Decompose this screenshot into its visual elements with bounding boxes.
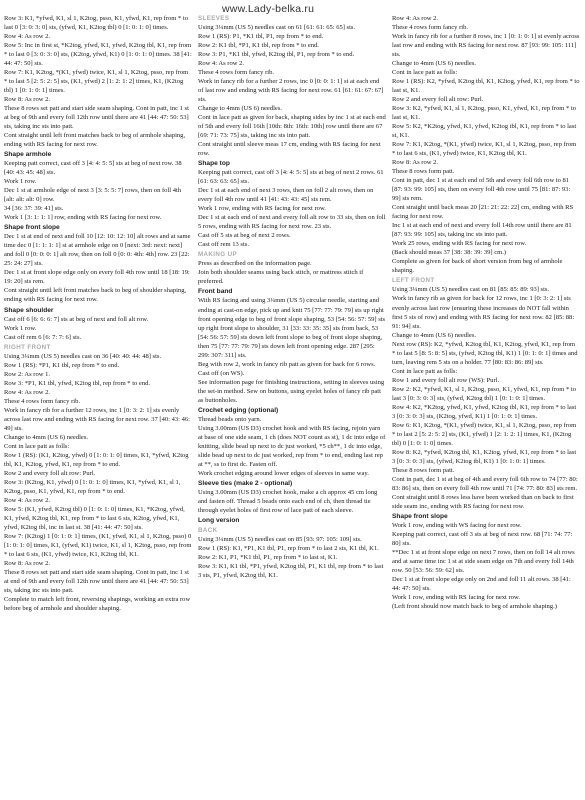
section-text: Work 1 row, ending with WS facing for next row. Keeping patt correct, cast off 3 sts at beg of next row. 68 [71: 74: 77: 80] sts. **Dec 1 st at front slope edge on next 7 rows, then on foll 14 alt rows and at same time inc 1 st at side seam edge on 7th and every foll 14th row. 50 [53: 56: 59: 62] sts. Dec 1 st at front slope edge only on 2nd and foll 11 alt rows. 38 [41: 44: 47: 50] sts. Work 1 row, ending with RS facing for next row. (Left front should now match back to beg of armhole shaping.) (392, 521, 575, 611)
section-heading: Shape armhole (4, 151, 52, 159)
section-text: Using 3¼mm (US 5) needles cast on 85 [93: 97: 105: 109] sts. Row 1 (RS): K1, *P1, K1 tbl, P1, rep from * to last 2 sts, K1 tbl, K1. Row 2: K1, P1, *K1 tbl, P1, rep from * to last st, K1. Row 3: K1, K1 tbl, *P1, yfwd, K2tog tbl, P1, K1 tbl, rep from * to last 3 sts, P1, yfwd, K2tog tbl, K1. (198, 535, 384, 579)
section-heading: Front band (198, 288, 233, 296)
column-1 (4, 14, 192, 613)
section-text: Using 3.00mm (US D3) crochet hook, make a ch approx 45 cm long and fasten off. Thread 5 beads onto each end of ch, then thread tie through eyelet holes of first row of lace patt of each sleeve. (198, 488, 378, 514)
section-heading: Shape front slope (392, 512, 448, 520)
section-heading: Long version (198, 516, 240, 524)
column-2 (198, 14, 386, 580)
section-text: Keeping patt correct, cast off 3 [4: 4: 5: 5] sts at beg of next 2 rows. 61 [61: 63: 63: 65] sts. Dec 1 st at each end of next 3 rows, then on foll 2 alt rows, then on every foll 4th row until 41 [41: 43: 43: 45] sts rem. Work 1 row, ending with RS facing for next row. Dec 1 st at each end of next and every foll alt row to 33 sts, then on foll 5 rows, ending with RS facing for next row. 23 sts. Cast off 5 sts at beg of next 2 rows. Cast off rem 13 sts. (198, 169, 386, 249)
pattern-section (198, 516, 386, 525)
section-heading: Shape top (198, 160, 230, 168)
section-heading: MAKING UP (198, 251, 238, 259)
pattern-section (392, 14, 580, 275)
pattern-section (198, 479, 386, 515)
pattern-section (392, 512, 580, 611)
section-text: With RS facing and using 3¼mm (US 5) circular needle, starting and ending at cast-on edge, pick up and knit 75 [77: 77: 79: 79] sts up right front opening edge to beg of front slope shaping, 53 [54: 56: 57: 59] sts up right front slope to shoulder, 31 [33: 33: 35: 35] sts from back, 53 [54: 56: 57: 59] sts down left front slope to beg of front slope shaping, then 75 [77: 77: 79: 79] sts down left front opening edge. 287 [295: 299: 307: 311] sts. Beg with row 2, work in fancy rib patt as given for back for 6 rows. Cast off (on WS). See information page for finishing instructions, setting in sleeves using the set-in method. Sew on buttons, using eyelet holes of fancy rib patt as buttonholes. (198, 297, 386, 404)
pattern-section (4, 150, 192, 222)
pattern-section (198, 406, 386, 478)
pattern-section (4, 14, 192, 149)
watermark: www.Lady-belka.ru (222, 3, 315, 15)
section-text: Row 3: K1, *yfwd, K1, sl 1, K2tog, psso, K1, yfwd, K1, rep from * to last 0 [3: 0: 3: 0] sts, (yfwd, K1, K2tog tbl) 0 [1: 0: 1: 0] times. Row 4: As row 2. Row 5: Inc in first st, *K2tog, yfwd, K1, yfwd, K2tog tbl, K1, rep from * to last 0 [3: 0: 3: 0] sts, (K2tog, yfwd, K1) 0 [1: 0: 1: 0] times. 38 [41: 44: 47: 50] sts. Row 7: K1, K2tog, *(K1, yfwd) twice, K1, sl 1, K2tog, psso, rep from * to last 5 [2: 5: 2: 5] sts, (K1, yfwd) 2 [1: 2: 1: 2] times, K1, (K2tog tbl) 1 [0: 1: 0: 1] times. Row 8: As row 2. These 8 rows set patt and start side seam shaping. Cont in patt, inc 1 st at beg of 9th and every foll 12th row until there are 41 [44: 47: 50: 53] sts, taking inc sts into patt. Cont straight until left front matches back to beg of armhole shaping, ending with RS facing for next row. (4, 15, 192, 149)
section-heading: Sleeve ties (make 2 - optional) (198, 479, 293, 487)
section-heading: BACK (198, 526, 218, 534)
section-text: Using 3¼mm (US 5) needles cast on 81 [85: 85: 89: 93] sts. Work in fancy rib as given for back for 12 rows, inc 1 [0: 3: 2: 1] sts evenly across last row (ensuring these increases do NOT fall within first 5 sts of row) and ending with RS facing for next row. 82 [85: 88: 91: 94] sts. Change to 4mm (US 6) needles. Next row (RS): K2, *yfwd, K2tog tbl, K1, K2tog, yfwd, K1, rep from * to last 5 [8: 5: 8: 5] sts, (yfwd, K2tog tbl, K1) 1 [0: 1: 0: 1] times and turn, leaving rem 5 sts on a holder. 77 [80: 83: 86: 89] sts. Cont in lace patt as folls: Row 1 and every foll alt row (WS): Purl. Row 2: K2, *yfwd, K1, sl 1, K2tog, psso, K1, yfwd, K1, rep from * to last 3 [0: 3: 0: 3] sts, (yfwd, K2tog tbl) 1 [0: 1: 0: 1] times. Row 4: K2, *K2tog, yfwd, K1, yfwd, K2tog tbl, K1, rep from * to last 3 [0: 3: 0: 3] sts, (K2tog, yfwd, K1) 1 [0: 1: 0: 1] times. Row 6: K1, K2tog, *(K1, yfwd) twice, K1, sl 1, K2tog, psso, rep from * to last 2 [5: 2: 5: 2] sts, (K1, yfwd) 1 [2: 1: 2: 1] times, K1, (K2tog tbl) 0 [1: 0: 1: 0] times. Row 8: K2, *yfwd, K2tog tbl, K1, K2tog, yfwd, K1, rep from * to last 3 [0: 3: 0: 3] sts, (yfwd, K2tog tbl, K1) 1 [0: 1: 0: 1] times. These 8 rows form patt. Cont in patt, dec 1 st at beg of 4th and every foll 6th row to 74 [77: 80: 83: 86] sts, then on every foll 4th row until 71 [74: 77: 80: 83] sts rem. Cont straight until 8 rows less have been worked than on back to first side seam inc, ending with RS facing for next row. (392, 286, 578, 510)
section-text: Using 3¼mm (US 5) needles cast on 36 [40: 40: 44: 48] sts. Row 1 (RS): *P1, K1 tbl, rep from * to end. Row 2: As row 1. Row 3: *P1, K1 tbl, yfwd, K2tog tbl, rep from * to end. Row 4: As row 2. These 4 rows form fancy rib. Work in fancy rib for a further 12 rows, inc 1 [0: 3: 2: 1] sts evenly across last row and ending with RS facing for next row. 37 [40: 43: 46: 49] sts. Change to 4mm (US 6) needles. Cont in lace patt as folls: Row 1 (RS): (K1, K2tog, yfwd) 0 [1: 0: 1: 0] times, K1, *yfwd, K2tog tbl, K1, K2tog, yfwd, K1, rep from * to end. Row 2 and every foll alt row: Purl. Row 3: (K2tog, K1, yfwd) 0 [1: 0: 1: 0] times, K1, *yfwd, K1, sl 1, K2tog, psso, K1, yfwd, K1, rep from * to end. Row 4: As row 2. Row 5: (K1, yfwd, K2tog tbl) 0 [1: 0: 1: 0] times, K1, *K2tog, yfwd, K1, yfwd, K2tog tbl, K1, rep from * to last 6 sts, K2tog, yfwd, K1, yfwd, K2tog tbl, inc in last st. 38 [41: 44: 47: 50] sts. Row 7: (K2tog) 1 [0: 1: 0: 1] times, (K1, yfwd, K1, sl 1, K2tog, psso) 0 [1: 0: 1: 0] times, K1, (yfwd, K1) twice, K1, sl 1, K2tog, psso, rep from * to last 6 sts, (K1, yfwd) twice, K1, K2tog tbl, K1. Row 8: As row 2. These 8 rows set patt and start side seam shaping. Cont in patt, inc 1 st at end of 9th and every foll 12th row until there are 41 [44: 47: 50: 53] sts, taking inc sts into patt. Complete to match left front, reversing shapings, working an extra row before beg of armhole and shoulder shaping. (4, 352, 192, 613)
section-heading: RIGHT FRONT (4, 343, 51, 351)
section-heading: LEFT FRONT (392, 277, 435, 285)
section-text: Cast off 6 [6: 6: 6: 7] sts at beg of next and foll alt row. Work 1 row. Cast off rem 6 [6: 7: 7: 6] sts. (4, 315, 149, 341)
column-3 (392, 14, 580, 611)
pattern-section (392, 276, 580, 510)
section-text: Thread beads onto yarn. Using 3.00mm (US D3) crochet hook and with RS facing, rejoin yarn at base of one side seam, 1 ch (does NOT count as st), 1 dc into edge of knitting, slide bead up next to dc just worked, *5 ch**, 1 dc into edge, slide bead up next to dc just worked, rep from * to end, ending last rep at **, ss to first dc. Fasten off. Work crochet edging around lower edges of sleeves in same way. (198, 415, 386, 477)
pattern-section (4, 223, 192, 304)
section-heading: Crochet edging (optional) (198, 406, 279, 414)
section-text: Keeping patt correct, cast off 3 [4: 4: 5: 5] sts at beg of next row. 38 [40: 43: 45: 48] sts. Work 1 row. Dec 1 st at armhole edge of next 3 [3: 5: 5: 7] rows, then on foll 4th [alt: alt: alt: 0] row. 34 [36: 37: 39: 41] sts. Work 1 [3: 1: 1: 1] row, ending with RS facing for next row. (4, 160, 182, 222)
section-text: Using 3¼mm (US 5) needles cast on 61 [61: 61: 65: 65] sts. Row 1 (RS): P1, *K1 tbl, P1, rep from * to end. Row 2: K1 tbl, *P1, K1 tbl, rep from * to end. Row 3: P1, *K1 tbl, yfwd, K2tog tbl, P1, rep from * to end. Row 4: As row 2. These 4 rows form fancy rib. Work in fancy rib for a further 2 rows, inc 0 [0: 0: 1: 1] st at each end of last row and ending with RS facing for next row. 61 [61: 61: 67: 67] sts. Change to 4mm (US 6) needles. Cont in lace patt as given for back, shaping sides by inc 1 st at each end of 5th and every foll 16th [10th: 8th: 16th: 10th] row until there are 67 [69: 71: 73: 75] sts, taking inc sts into patt. Cont straight until sleeve meas 17 cm, ending with RS facing for next row. (198, 24, 386, 158)
section-heading: SLEEVES (198, 15, 230, 22)
section-heading: Shape front slope (4, 224, 60, 232)
pattern-section (198, 287, 386, 404)
pattern-section (198, 159, 386, 249)
pattern-section (4, 306, 192, 342)
section-heading: Shape shoulder (4, 306, 54, 314)
pattern-section (198, 14, 386, 158)
pattern-section (198, 250, 386, 286)
pattern-section (198, 526, 386, 580)
section-text: Row 4: As row 2. These 4 rows form fancy rib. Work in fancy rib for a further 8 rows, inc 1 [0: 1: 0: 1] st evenly across last row and ending with RS facing for next row. 87 [93: 99: 105: 111] sts. Change to 4mm (US 6) needles. Cont in lace patt as folls: Row 1 (RS): K2, *yfwd, K2tog tbl, K1, K2tog, yfwd, K1, rep from * to last st, K1. Row 2 and every foll alt row: Purl. Row 3: K2, *yfwd, K1, sl 1, K2tog, psso, K1, yfwd, K1, rep from * to last st, K1. Row 5: K2, *K2tog, yfwd, K1, yfwd, K2tog tbl, K1, rep from * to last st, K1. Row 7: K1, K2tog, *(K1, yfwd) twice, K1, sl 1, K2tog, psso, rep from * to last 6 sts, (K1, yfwd) twice, K1, K2tog tbl, K1. Row 8: As row 2. These 8 rows form patt. Cont in patt, dec 1 st at each end of 5th and every foll 6th row to 81 [87: 93: 99: 105] sts, then on every foll 4th row until 75 [81: 87: 93: 99] sts rem. Cont straight until back meas 20 [21: 21: 22: 22] cm, ending with RS facing for next row. Inc 1 st at each end of next and every foll 14th row until there are 81 [87: 93: 99: 105] sts, taking inc sts into patt. Work 25 rows, ending with RS facing for next row. (Back should meas 37 [38: 38: 39: 39] cm.) Complete as given for back of short version from beg of armhole shaping. (392, 15, 580, 275)
section-text: Press as described on the information page. Join both shoulder seams using back stitch, or mattress stitch if preferred. (198, 260, 364, 286)
pattern-section (4, 343, 192, 613)
section-text: Dec 1 st at end of next and foll 10 [12: 10: 12: 10] alt rows and at same time dec 0 [1: 1: 1: 1] st at armhole edge on 0 [next: 3rd: next: next] and foll 0 [0: 0: 0: 1] alt row, then on foll 0 [0: 0: 4th: 4th] row. 23 [22: 25: 24: 27] sts. Dec 1 st at front slope edge only on every foll 4th row until 18 [18: 19: 19: 20] sts rem. Cont straight until left front matches back to beg of shoulder shaping, ending with RS facing for next row. (4, 233, 191, 304)
